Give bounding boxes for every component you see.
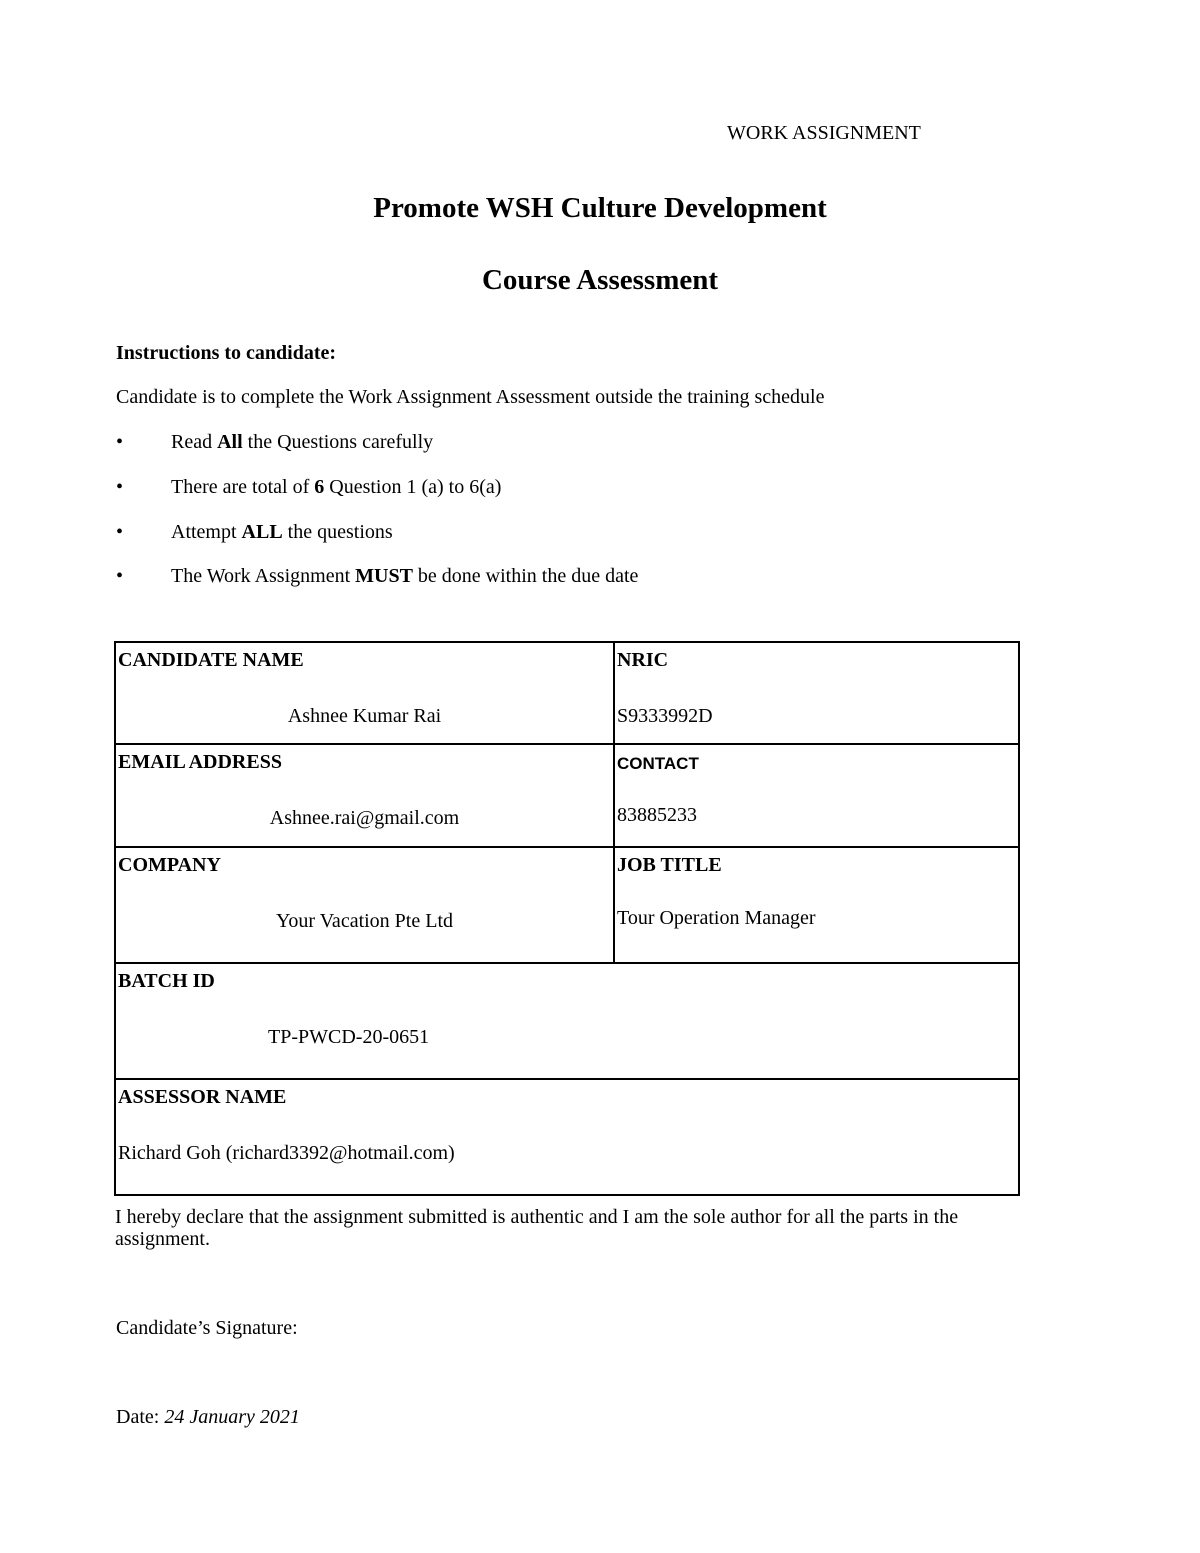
email-label: EMAIL ADDRESS [118, 751, 282, 773]
candidate-name-label: CANDIDATE NAME [118, 649, 304, 671]
page-title: Promote WSH Culture Development [373, 192, 827, 224]
bullet-icon: • [116, 431, 124, 453]
date-value: 24 January 2021 [164, 1406, 300, 1428]
instructions-intro: Candidate is to complete the Work Assignment Assessment outside the training schedule [116, 386, 825, 408]
assessor-cell [115, 1079, 1019, 1195]
signature-label: Candidate’s Signature: [116, 1317, 298, 1339]
date-line [116, 1406, 300, 1429]
batch-id-cell [115, 963, 1019, 1079]
company-value: Your Vacation Pte Ltd [275, 910, 454, 932]
bullet-icon: • [116, 565, 124, 587]
email-value: Ashnee.rai@gmail.com [269, 807, 460, 829]
list-item: • Attempt ALL the questions [116, 521, 393, 543]
page-subtitle: Course Assessment [481, 264, 719, 296]
declaration-text: I hereby declare that the assignment submitted is authentic and I am the sole author for all the parts in the assignment. [115, 1206, 959, 1250]
batch-id-label: BATCH ID [118, 970, 215, 992]
job-title-cell [614, 847, 1019, 963]
nric-label: NRIC [617, 649, 669, 671]
job-title-value: Tour Operation Manager [617, 907, 816, 929]
candidate-name-value: Ashnee Kumar Rai [287, 705, 442, 727]
batch-id-value: TP-PWCD-20-0651 [268, 1026, 430, 1048]
email-cell [115, 744, 614, 847]
list-item: • Read All the Questions carefully [116, 431, 434, 453]
nric-value: S9333992D [617, 705, 713, 727]
contact-cell [614, 744, 1019, 847]
contact-value: 83885233 [617, 804, 697, 826]
company-cell [115, 847, 614, 963]
job-title-label: JOB TITLE [617, 854, 722, 876]
list-item: • There are total of 6 Question 1 (a) to 6(a) [116, 476, 502, 498]
instructions-heading: Instructions to candidate: [116, 342, 337, 364]
date-label: Date: [116, 1406, 165, 1428]
nric-cell [614, 642, 1019, 744]
assessor-value: Richard Goh (richard3392@hotmail.com) [118, 1142, 455, 1164]
company-label: COMPANY [118, 854, 221, 876]
candidate-info-table [114, 641, 1020, 1196]
header-tag: WORK ASSIGNMENT [727, 122, 921, 144]
bullet-icon: • [116, 521, 124, 543]
assessor-label: ASSESSOR NAME [118, 1086, 287, 1108]
list-item: • The Work Assignment MUST be done within the due date [116, 565, 639, 587]
candidate-name-cell [115, 642, 614, 744]
contact-label: CONTACT [617, 754, 699, 773]
bullet-icon: • [116, 476, 124, 498]
